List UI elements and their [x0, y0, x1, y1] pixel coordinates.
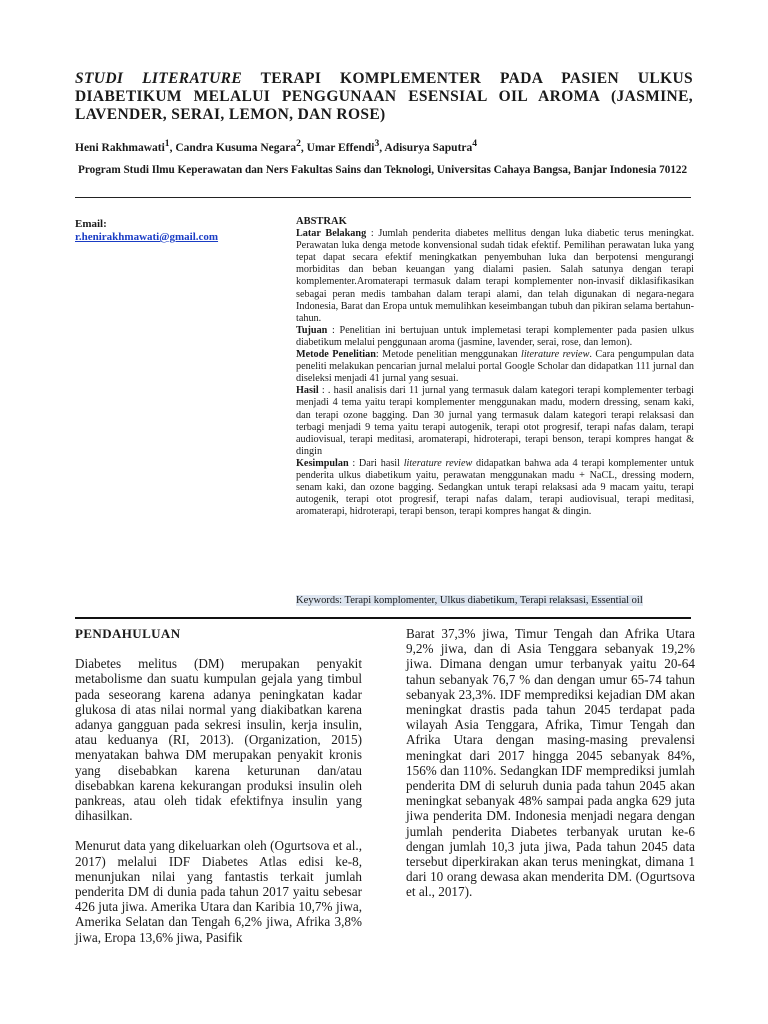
conclusion-text-rest: didapatkan bahwa ada 4 terapi komplementer untuk penderita ulkus diabetikum yaitu, perawatan menggunakan madu + NaCL, dressing modern, senam kaki, dan ozone bagging. Sedangkan untuk terapi relaksasi ada 9 macam yaitu, terapi autogenik, terapi otot progresif, terapi nafas dalam, terapi audiovisual, terapi meditasi, aromaterapi, hidroterapi, terapi benson, terapi kompres hangat & dingin.: [296, 457, 694, 518]
title-main-part: TERAPI KOMPLEMENTER PADA PASIEN ULKUS DIABETIKUM MELALUI PENGGUNAAN ESENSIAL OIL AROMA (JASMINE, LAVENDER, SERAI, LEMON, DAN ROSE): [75, 70, 693, 123]
body-paragraph: Menurut data yang dikeluarkan oleh (Ogurtsova et al., 2017) melalui IDF Diabetes Atlas edisi ke-8, menunjukan nilai yang fantastis terkait jumlah penderita DM di dunia pada tahun 2017 yaitu sebesar 426 juta jiwa. Amerika Utara dan Karibia 10,7% jiwa, Amerika Selatan dan Tengah 6,2% jiwa, Afrika 3,8% jiwa, Eropa 13,6% jiwa, Pasifik: [75, 838, 362, 945]
email-block: [75, 218, 275, 244]
email-label: Email:: [75, 218, 107, 230]
method-label: Metode Penelitian: [296, 349, 376, 361]
abstract-background: [296, 228, 694, 325]
author-name: Heni Rakhmawati: [75, 141, 165, 154]
body-column-right: [406, 626, 695, 900]
header-divider: [75, 197, 691, 198]
abstract-section: [296, 216, 694, 518]
conclusion-label: Kesimpulan: [296, 457, 349, 469]
objective-text: : Penelitian ini bertujuan untuk implemetasi terapi komplementer pada pasien ulkus diabetikum melalui penggunaan aroma (jasmine, lavender, serai, rose, dan lemon).: [296, 324, 694, 348]
method-text: : Metode penelitian menggunakan: [375, 349, 522, 361]
body-column-left: [75, 626, 362, 945]
author-affiliation-mark: 4: [472, 138, 478, 149]
objective-label: Tujuan: [296, 324, 328, 336]
body-paragraph: Barat 37,3% jiwa, Timur Tengah dan Afrika Utara 9,2% jiwa, dan di Asia Tenggara sebanyak 19,2% jiwa. Dimana dengan umur terbanyak yaitu 20-64 tahun sebanyak 76,7 % dan dengan umur 65-74 tahun sebanyak 23,3%. IDF memprediksi kejadian DM akan meningkat drastis pada tahun 2045 terdapat pada wilayah Asia Tenggara, Afrika, Timur Tengah dan Afrika Utara dengan masing-masing prevalensi meningkat dari 2017 hingga 2045 sebanyak 84%, 156% dan 110%. Sedangkan IDF memprediksi jumlah penderita DM di seluruh dunia pada tahun 2045 akan meningkat sebanyak 48% sampai pada angka 629 juta jiwa penderita DM. Indonesia menjadi negara dengan jumlah penderita Diabetes terbanyak urutan ke-6 dengan jumlah 10,3 juta jiwa, Pada tahun 2045 data tersebut diperkirakan akan terus meningkat, dimana 1 dari 10 orang dewasa akan menderita DM. (Ogurtsova et al., 2017).: [406, 626, 695, 900]
abstract-method: [296, 349, 694, 385]
title-italic-part: STUDI LITERATURE: [75, 70, 243, 87]
email-link[interactable]: r.henirakhmawati@gmail.com: [75, 231, 219, 243]
keywords: [296, 594, 684, 607]
conclusion-text-italic: literature review: [403, 457, 473, 469]
background-label: Latar Belakang: [296, 228, 367, 240]
author-affiliation-mark: 1: [164, 138, 170, 149]
abstract-objective: [296, 325, 694, 349]
author-name: Candra Kusuma Negara: [175, 141, 297, 154]
keywords-text: Keywords: Terapi komplomenter, Ulkus diabetikum, Terapi relaksasi, Essential oil: [296, 595, 643, 606]
section-heading: PENDAHULUAN: [75, 626, 181, 641]
author-list: Heni Rakhmawati$^1$, Candra Kusuma Negara$^2$, Umar Effendi$^3$, Adisurya Saputra$^4$: [75, 138, 478, 154]
abstract-heading: ABSTRAK: [296, 216, 347, 227]
method-text-italic: literature review: [521, 349, 590, 361]
affiliation: Program Studi Ilmu Keperawatan dan Ners Fakultas Sains dan Teknologi, Universitas Cahaya Bangsa, Banjar Indonesia 70122: [78, 164, 688, 176]
abstract-conclusion: [296, 458, 694, 518]
author-name: Umar Effendi: [306, 141, 375, 154]
author-affiliation-mark: 2: [296, 138, 301, 149]
author-name: Adisurya Saputra: [384, 141, 473, 154]
background-text: : Jumlah penderita diabetes mellitus dengan luka diabetic terus meningkat. Perawatan luka denga metode konvensional sudah tidak efektif. Pemilihan perawatan luka yang tepat dapat secara efektif meningkatkan penyembuhan luka dan berpotensi mengurangi morbiditas dan beban keuangan yang dialami pasien. Salah satunya dengan terapi komplementer.Aromaterapi termasuk dalam terapi komplementer non-invasif diklasifikasikan sebagai peran medis tambahan dalam terapi alami, dan telah digunakan di negara-negara Indonesia, Barat dan Eropa untuk memulihkan keseimbangan tubuh dan pikiran selama bertahun-tahun.: [296, 228, 695, 324]
abstract-results: [296, 385, 694, 458]
author-affiliation-mark: 3: [374, 138, 380, 149]
paper-title: [75, 70, 693, 124]
body-paragraph: Diabetes melitus (DM) merupakan penyakit metabolisme dan suatu kumpulan gejala yang timbul pada seseorang karena adanya peningkatan kadar glukosa di atas nilai normal yang diakibatkan karena adanya gangguan pada sekresi insulin, kerja insulin, atau keduanya (RI, 2013). (Organization, 2015) menyatakan bahwa DM merupakan penyakit kronis yang disebabkan karena keturunan dan/atau disebabkan karena kekurangan produksi insulin oleh pankreas, atau oleh tidak efektifnya insulin yang dihasilkan.: [75, 656, 362, 824]
section-divider: [75, 617, 691, 619]
method-text-rest: . Cara pengumpulan data peneliti melakukan pencarian jurnal melalui portal Google Scholar dan didapatkan 111 jurnal dan diseleksi menjadi 41 jurnal yang sesuai.: [296, 349, 694, 385]
results-label: Hasil: [296, 385, 319, 397]
conclusion-text: : Dari hasil: [352, 457, 404, 469]
results-text: : . hasil analisis dari 11 jurnal yang termasuk dalam kategori terapi komplementer terbagi menjadi 4 tema yaitu terapi komplementer menggunakan madu, modern dressing, senam kaki, dan terapi ozone bagging. Dan 30 jurnal yang termasuk dalam kategori terapi relaksasi dan terbagi menjadi 9 tema yaitu terapi autogenik, terapi otot progresif, terapi nafas dalam, terapi audiovisual, terapi meditasi, aromaterapi, hidroterapi, terapi benson, terapi kompres hangat & dingin: [296, 385, 694, 457]
